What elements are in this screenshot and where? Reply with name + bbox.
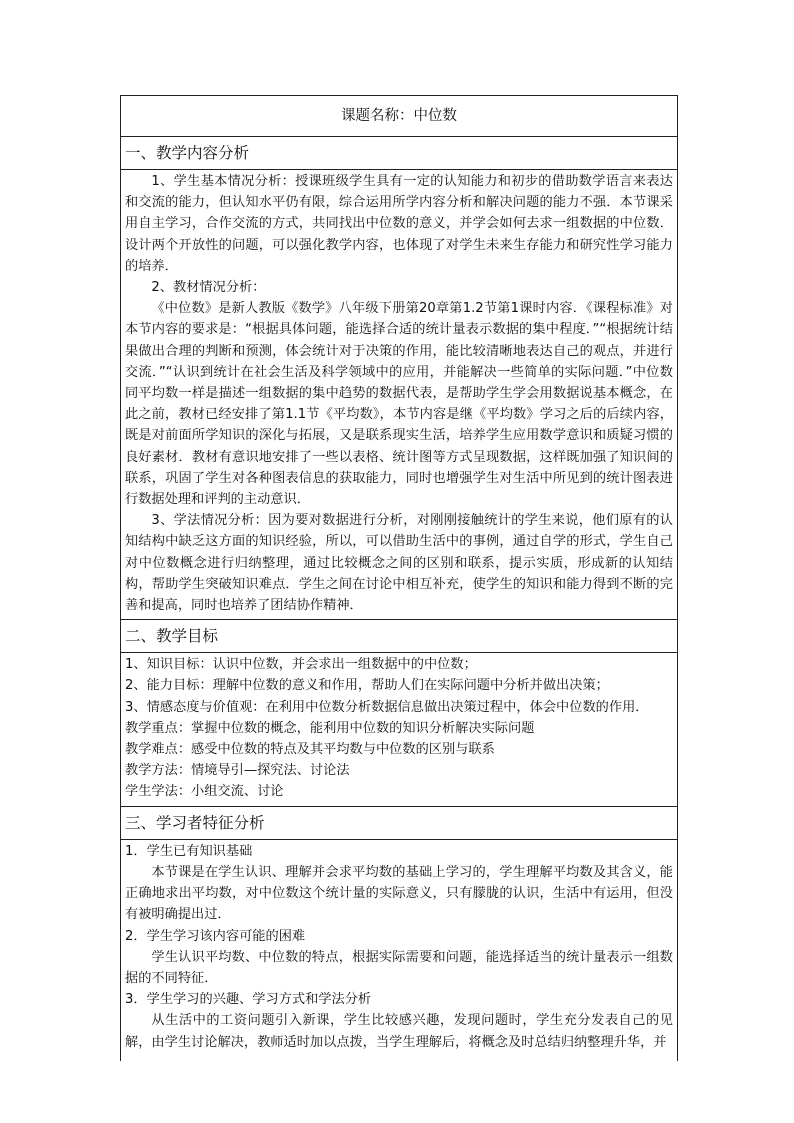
method-analysis-paragraph: 3、学法情况分析：因为要对数据进行分析，对刚刚接触统计的学生来说，他们原有的认知结构中缺乏这方面的知识经验，所以，可以借助生活中的事例，通过自学的形式，学生自己对中位数概念进行归纳整理，通过比较概念之间的区别和联系，提示实质，形成新的认知结构，帮助学生突破知识难点．学生之间在讨论中相互补充，使学生的知识和能力得到不断的完善和提高，同时也培养了团结协作精神． bbox=[125, 513, 673, 614]
section-heading-learner: 三、学习者特征分析 bbox=[121, 806, 678, 839]
section-body-row bbox=[121, 653, 678, 806]
goal-line: 教学方法：情境导引—探究法、讨论法 bbox=[125, 763, 350, 779]
subsection-title: 2．学生学习该内容可能的困难 bbox=[125, 928, 306, 944]
content-analysis-body bbox=[121, 170, 678, 620]
lesson-plan-table bbox=[120, 95, 678, 1061]
learner-body-clip bbox=[125, 841, 673, 1058]
subsection-text: 从生活中的工资问题引入新课，学生比较感兴趣，发现问题时，学生充分发表自己的见解，由学生讨论解决，教师适时加以点拨，当学生理解后，将概念及时总结归纳整理升华，并 bbox=[125, 1013, 673, 1050]
title-row bbox=[121, 96, 678, 137]
goal-line: 教学难点：感受中位数的特点及其平均数与中位数的区别与联系 bbox=[125, 742, 495, 758]
section-heading-row bbox=[121, 806, 678, 839]
goal-line: 2、能力目标：理解中位数的意义和作用，帮助人们在实际问题中分析并做出决策； bbox=[125, 678, 609, 694]
goal-line: 教学重点：掌握中位数的概念，能利用中位数的知识分析解决实际问题 bbox=[125, 720, 535, 736]
textbook-analysis-paragraph: 《中位数》是新人教版《数学》八年级下册第20章第1.2节第1课时内容．《课程标准》对本节内容的要求是：“根据具体问题，能选择合适的统计量表示数据的集中程度．”“根据统计结果做出合理的判断和预测，体会统计对于决策的作用，能比较清晰地表达自己的观点，并进行交流．”“认识到统计在社会生活及科学领域中的应用，并能解决一些简单的实际问题．”中位数同平均数一样是描述一组数据的集中趋势的数据代表，是帮助学生学会用数据说基本概念，在此之前，教材已经安排了第1.1节《平均数》，本节内容是继《平均数》学习之后的后续内容，既是对前面所学知识的深化与拓展，又是联系现实生活，培养学生应用数学意识和质疑习惯的良好素材．教材有意识地安排了一些以表格、统计图等方式呈现数据，这样既加强了知识间的联系，巩固了学生对各种图表信息的获取能力，同时也增强学生对生活中所见到的统计图表进行数据处理和评判的主动意识． bbox=[125, 301, 673, 508]
goal-line: 3、情感态度与价值观：在利用中位数分析数据信息做出决策过程中，体会中位数的作用． bbox=[125, 699, 649, 715]
section-heading-row bbox=[121, 137, 678, 170]
subsection-title: 1．学生已有知识基础 bbox=[125, 843, 253, 859]
section-heading-content-analysis: 一、教学内容分析 bbox=[121, 137, 678, 170]
section-heading-goals: 二、教学目标 bbox=[121, 620, 678, 653]
learner-body bbox=[121, 839, 678, 1061]
lesson-title: 课题名称：中位数 bbox=[121, 96, 678, 137]
goal-line: 学生学法：小组交流、讨论 bbox=[125, 784, 284, 800]
textbook-analysis-label: 2、教材情况分析： bbox=[151, 280, 266, 296]
subsection-text: 本节课是在学生认识、理解并会求平均数的基础上学习的，学生理解平均数及其含义，能正确地求出平均数，对中位数这个统计量的实际意义，只有朦胧的认识，生活中有运用，但没有被明确提出过． bbox=[125, 864, 673, 923]
section-body-row bbox=[121, 839, 678, 1061]
student-analysis-paragraph: 1、学生基本情况分析：授课班级学生具有一定的认知能力和初步的借助数学语言来表达和交流的能力，但认知水平仍有限，综合运用所学内容分析和解决问题的能力不强．本节课采用自主学习，合作交流的方式，共同找出中位数的意义，并学会如何去求一组数据的中位数．设计两个开放性的问题，可以强化教学内容，也体现了对学生未来生存能力和研究性学习能力的培养． bbox=[125, 174, 673, 274]
subsection-text: 学生认识平均数、中位数的特点，根据实际需要和问题，能选择适当的统计量表示一组数据的不同特征． bbox=[125, 949, 673, 986]
section-heading-row bbox=[121, 620, 678, 653]
subsection-title: 3．学生学习的兴趣、学习方式和学法分析 bbox=[125, 992, 372, 1008]
section-body-row bbox=[121, 170, 678, 620]
goal-line: 1、知识目标：认识中位数，并会求出一组数据中的中位数； bbox=[125, 657, 477, 673]
goals-body bbox=[121, 653, 678, 806]
lesson-plan-page bbox=[120, 95, 678, 1061]
